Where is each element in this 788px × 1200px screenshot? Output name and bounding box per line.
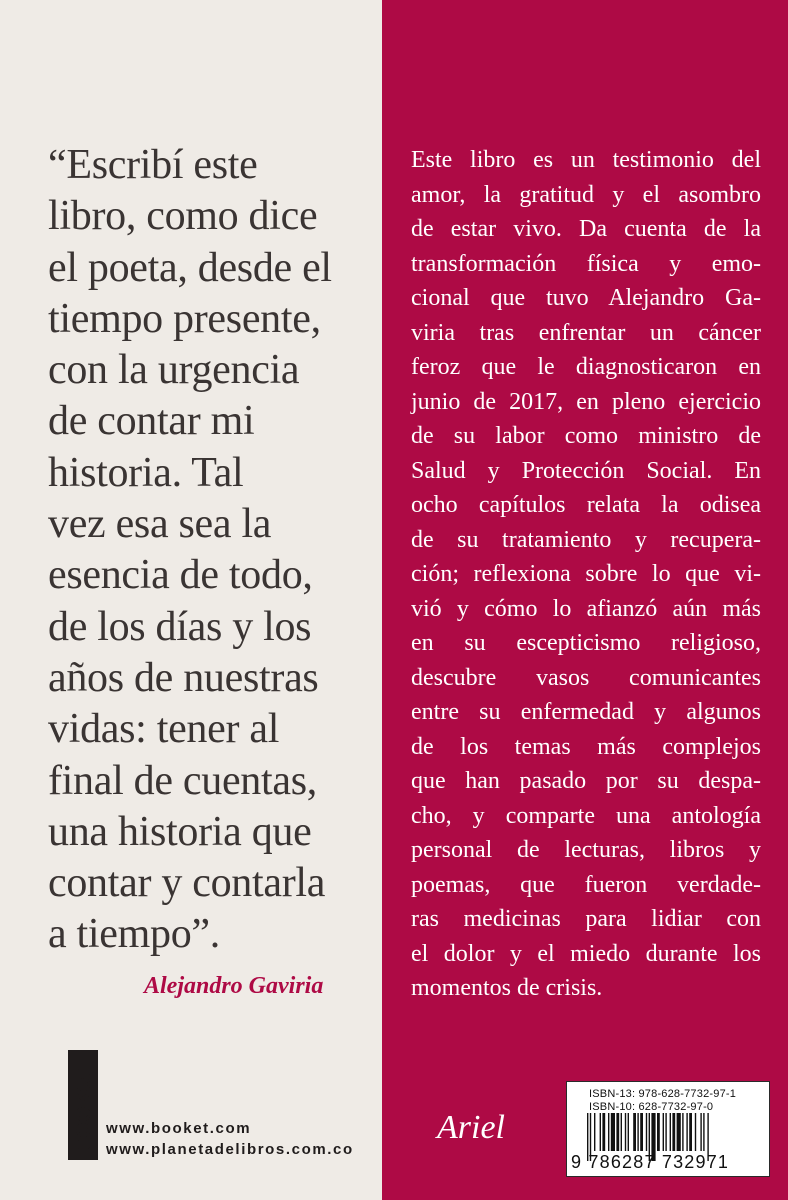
blurb-line: ción; reflexiona sobre lo que vi- — [411, 561, 761, 587]
blurb-line: de estar vivo. Da cuenta de la — [411, 216, 761, 242]
quote-line: tiempo presente, — [48, 295, 321, 342]
blurb-line: en su escepticismo religioso, — [411, 630, 761, 656]
isbn10-label: ISBN-10: 628-7732-97-0 — [589, 1101, 714, 1113]
quote-line: una historia que — [48, 808, 312, 855]
quote-line: “Escribí este — [48, 142, 258, 188]
blurb-line: feroz que le diagnosticaron en — [411, 354, 761, 380]
blurb-line: vió y cómo lo afianzó aún más — [411, 595, 761, 622]
quote-line: esencia de todo, — [48, 552, 313, 599]
quote-line: de contar mi — [48, 398, 255, 445]
blurb-line: entre su enfermedad y algunos — [411, 699, 761, 725]
blurb-line: de su labor como ministro de — [411, 423, 761, 449]
blurb-line: ocho capítulos relata la odisea — [411, 492, 761, 518]
blurb-line: amor, la gratitud y el asombro — [411, 181, 761, 208]
blurb-line: descubre vasos comunicantes — [411, 664, 761, 691]
quote-line: final de cuentas, — [48, 757, 317, 804]
pull-quote — [48, 140, 378, 961]
blurb-line: poemas, que fueron verdade- — [411, 871, 761, 898]
barcode-digits: 9 786287 732971 — [571, 1152, 730, 1172]
booket-logo-text: booket — [66, 1068, 96, 1154]
left-panel — [0, 0, 382, 1200]
blurb-line: cho, y comparte una antología — [411, 802, 761, 829]
isbn-barcode — [566, 1081, 770, 1177]
blurb-line: cional que tuvo Alejandro Ga- — [411, 285, 761, 311]
blurb-line: Salud y Protección Social. En — [411, 457, 761, 484]
booket-logo — [38, 1050, 98, 1160]
publisher-urls — [106, 1118, 354, 1160]
blurb-line: Este libro es un testimonio del — [411, 147, 761, 173]
blurb-line: que han pasado por su despa- — [411, 768, 761, 794]
blurb-line: junio de 2017, en pleno ejercicio — [411, 388, 761, 415]
blurb-line: viria tras enfrentar un cáncer — [411, 319, 761, 346]
blurb-line: el dolor y el miedo durante los — [411, 940, 761, 967]
quote-line: años de nuestras — [48, 654, 319, 701]
blurb-line: momentos de crisis. — [411, 975, 603, 1001]
quote-line: vidas: tener al — [48, 706, 280, 753]
quote-line: con la urgencia — [48, 347, 300, 394]
quote-line: contar y contarla — [48, 860, 326, 907]
quote-line: historia. Tal — [48, 449, 244, 496]
blurb-line: ras medicinas para lidiar con — [411, 906, 761, 932]
quote-line: el poeta, desde el — [48, 244, 332, 291]
quote-line: libro, como dice — [48, 193, 318, 240]
quote-line: a tiempo”. — [48, 911, 220, 958]
quote-author: Alejandro Gaviria — [144, 973, 324, 999]
blurb-line: transformación física y emo- — [411, 250, 761, 277]
url-link[interactable]: www.booket.com — [106, 1120, 252, 1137]
blurb-line: personal de lecturas, libros y — [411, 837, 761, 863]
quote-line: de los días y los — [48, 603, 312, 650]
isbn13-label: ISBN-13: 978-628-7732-97-1 — [589, 1088, 737, 1100]
quote-line: vez esa sea la — [48, 501, 272, 548]
ariel-imprint-logo: Ariel — [437, 1109, 505, 1146]
url-link[interactable]: www.planetadelibros.com.co — [106, 1141, 354, 1158]
blurb-line: de su tratamiento y recupera- — [411, 526, 761, 553]
blurb-line: de los temas más complejos — [411, 733, 761, 760]
book-blurb — [411, 143, 761, 1006]
